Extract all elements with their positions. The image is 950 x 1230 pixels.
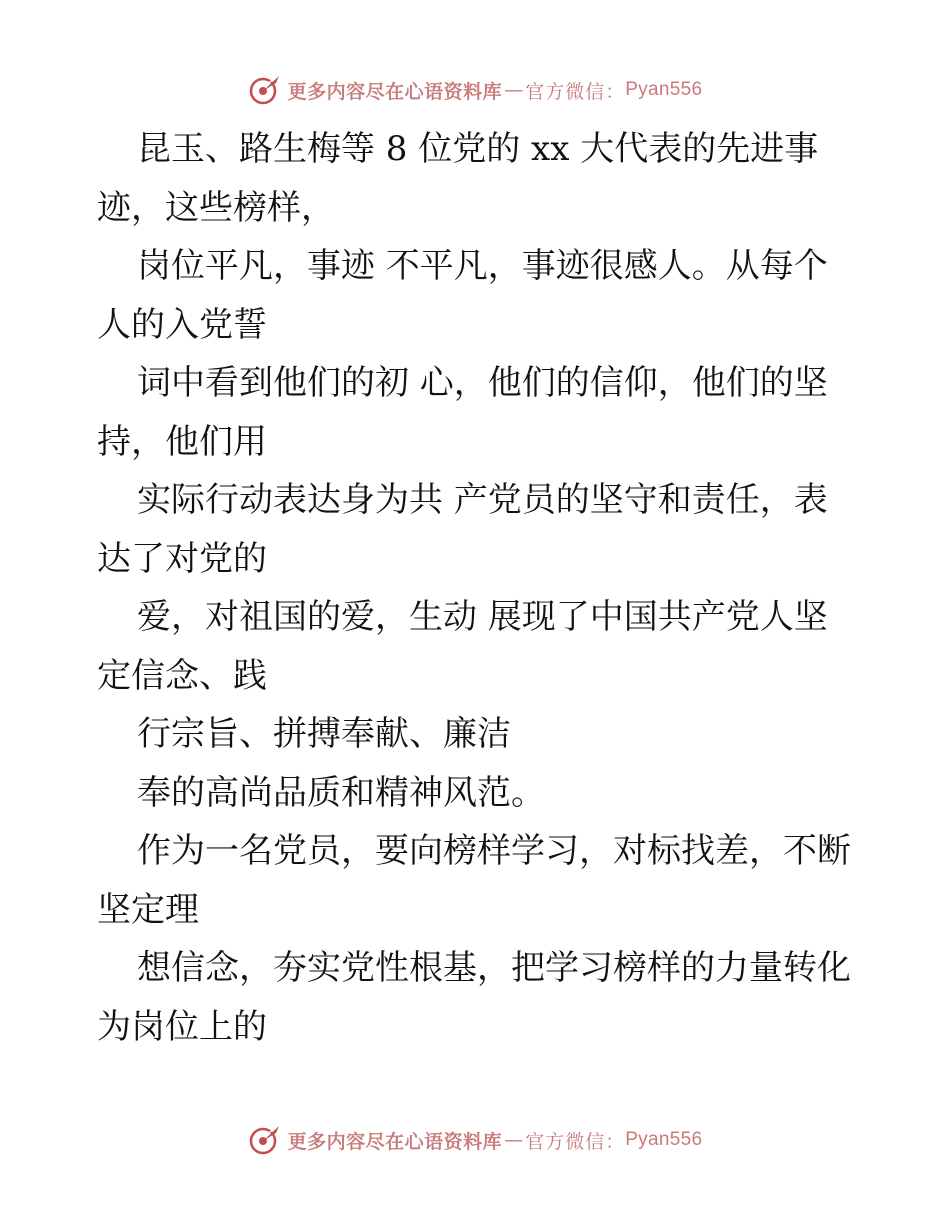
watermark-sub-text: 官方微信： [525, 1130, 626, 1153]
text-line: 持，他们用 [97, 421, 267, 462]
quill-logo-icon [248, 1123, 282, 1157]
text-line: 想信念，夯实党性根基，把学习榜样的力量转化 [137, 948, 851, 988]
watermark-dash: — [504, 1129, 524, 1151]
text-line: 定信念、践 [97, 655, 267, 696]
watermark-dash: — [504, 79, 524, 101]
text-line: 昆玉、路生梅等 8 位党的 xx 大代表的先进事 [137, 129, 819, 169]
text-line: 达了对党的 [97, 538, 267, 579]
watermark-sub-text: 官方微信： [525, 80, 626, 103]
text-line: 奉的高尚品质和精神风范。 [137, 772, 545, 813]
header-watermark [0, 70, 950, 110]
quill-logo-icon [248, 73, 282, 107]
text-line: 迹，这些榜样， [97, 187, 335, 228]
text-line: 坚定理 [97, 889, 199, 930]
footer-watermark [0, 1120, 950, 1160]
watermark-main-text: 更多内容尽在心语资料库 [287, 80, 503, 103]
text-line: 作为一名党员，要向榜样学习，对标找差，不断 [137, 831, 851, 871]
watermark-id-text: Pyan556 [625, 79, 703, 100]
text-line: 人的入党誓 [97, 304, 267, 345]
watermark-id-text: Pyan556 [625, 1129, 703, 1150]
text-line: 实际行动表达身为共 产党员的坚守和责任，表 [137, 480, 828, 520]
body-text [97, 120, 857, 1056]
text-line: 爱，对祖国的爱，生动 展现了中国共产党人坚 [137, 597, 828, 637]
text-line: 为岗位上的 [97, 1006, 267, 1047]
text-line: 行宗旨、拼搏奉献、廉洁 [137, 714, 511, 754]
watermark-main-text: 更多内容尽在心语资料库 [287, 1130, 503, 1153]
text-line: 词中看到他们的初 心，他们的信仰，他们的坚 [137, 363, 828, 403]
text-line: 岗位平凡，事迹 不平凡，事迹很感人。从每个 [137, 246, 828, 286]
